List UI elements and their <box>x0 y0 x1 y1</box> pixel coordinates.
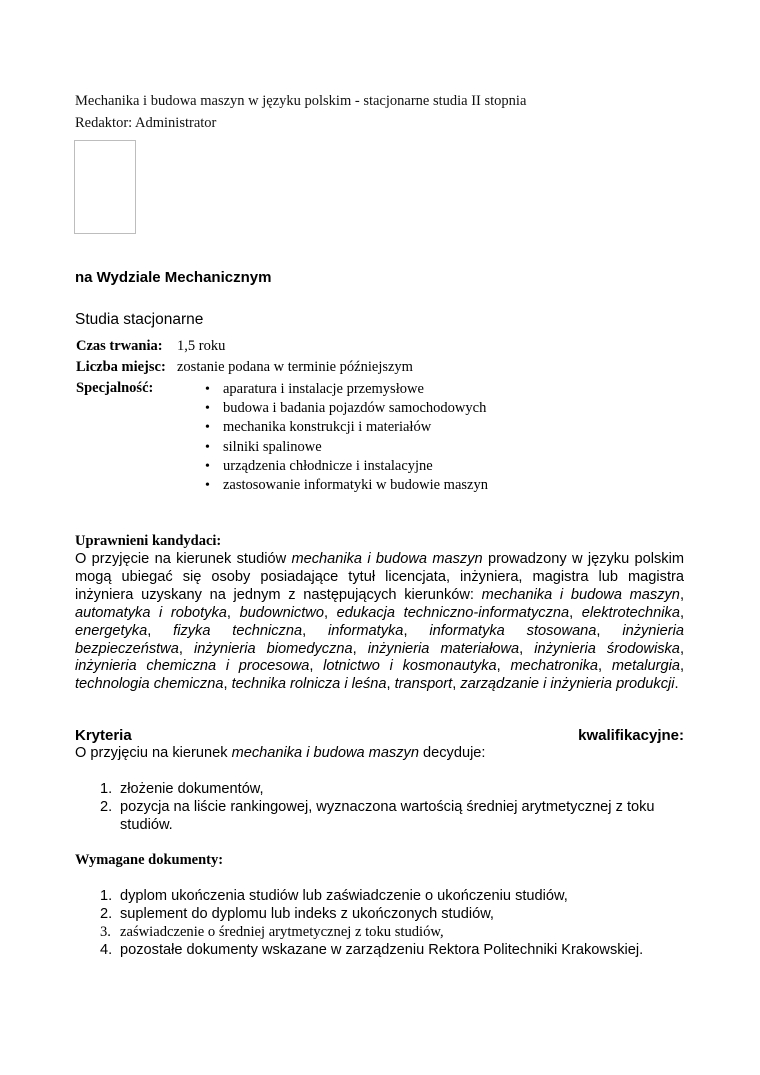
criteria-intro-rest: decyduje: <box>418 745 486 761</box>
places-label: Liczba miejsc: <box>76 359 166 375</box>
eligible-field: energetyka <box>75 622 148 639</box>
document-title: Mechanika i budowa maszyn w języku polskim - stacjonarne studia II stopnia <box>75 93 527 109</box>
field-separator: , <box>352 640 368 657</box>
eligible-field: technologia chemiczna <box>75 676 224 693</box>
eligible-field: inżynieria bezpieczeństwa <box>75 622 684 657</box>
faculty-heading: na Wydziale Mechanicznym <box>75 269 272 286</box>
eligible-paragraph <box>75 551 684 694</box>
eligible-field: elektrotechnika <box>581 604 680 621</box>
field-separator: , <box>302 622 328 639</box>
criteria-item <box>100 780 685 798</box>
field-separator: , <box>323 604 337 621</box>
eligible-intro: O przyjęcie na kierunek studiów <box>75 551 292 567</box>
specialty-item: • urządzenia chłodnicze i instalacyjne <box>205 457 488 476</box>
study-mode-heading: Studia stacjonarne <box>75 311 204 328</box>
eligible-field: transport <box>394 676 453 693</box>
field-separator: , <box>519 640 535 657</box>
criteria-intro <box>75 745 684 763</box>
item-number: 1. <box>100 781 113 797</box>
item-number: 3. <box>100 924 111 940</box>
item-number: 2. <box>100 799 113 815</box>
item-text: dyplom ukończenia studiów lub zaświadczenie o ukończeniu studiów, <box>120 888 568 904</box>
eligible-heading: Uprawnieni kandydaci: <box>75 533 222 549</box>
criteria-intro-field: mechanika i budowa maszyn <box>231 745 419 761</box>
editor-line <box>75 115 216 132</box>
item-text: suplement do dyplomu lub indeks z ukończonych studiów, <box>120 906 494 922</box>
eligible-field: technika rolnicza i leśna <box>231 676 387 693</box>
eligible-field: lotnictwo i kosmonautyka <box>323 658 497 675</box>
field-separator: . <box>674 676 679 693</box>
field-separator: , <box>596 622 623 639</box>
field-separator: , <box>569 604 582 621</box>
document-item <box>100 941 685 959</box>
field-separator: , <box>598 658 612 675</box>
eligible-field: inżynieria chemiczna i procesowa <box>75 658 310 675</box>
eligible-field: inżynieria biomedyczna <box>193 640 353 657</box>
item-text: pozostałe dokumenty wskazane w zarządzeniu Rektora Politechniki Krakowskiej. <box>120 942 644 958</box>
item-text: pozycja na liście rankingowej, wyznaczona wartością średniej arytmetycznej z toku studiów. <box>120 799 655 833</box>
specialty-item: • budowa i badania pojazdów samochodowych <box>205 399 488 418</box>
criteria-intro-text: O przyjęciu na kierunek <box>75 745 232 761</box>
criteria-heading-left: Kryteria <box>75 727 132 744</box>
documents-list <box>100 887 685 959</box>
duration-value: 1,5 roku <box>177 338 226 354</box>
eligible-field: mechanika i budowa maszyn <box>481 586 680 603</box>
document-item <box>100 923 685 941</box>
document-item <box>100 887 685 905</box>
specialty-item: • mechanika konstrukcji i materiałów <box>205 418 488 437</box>
editor-label: Redaktor: <box>75 115 133 131</box>
criteria-heading-right: kwalifikacyjne: <box>578 727 684 744</box>
editor-name: Administrator <box>135 115 217 131</box>
field-separator: , <box>679 586 684 603</box>
specialty-item: • silniki spalinowe <box>205 438 488 457</box>
eligible-field: informatyka stosowana <box>429 622 597 639</box>
eligible-field: edukacja techniczno-informatyczna <box>336 604 570 621</box>
places-value: zostanie podana w terminie późniejszym <box>177 359 413 375</box>
document-item <box>100 905 685 923</box>
item-number: 4. <box>100 942 113 958</box>
field-separator: , <box>386 676 395 693</box>
eligible-field: zarządzanie i inżynieria produkcji <box>460 676 675 693</box>
eligible-field: fizyka techniczna <box>173 622 303 639</box>
eligible-field: metalurgia <box>611 658 680 675</box>
field-separator: , <box>452 676 461 693</box>
eligible-field: informatyka <box>328 622 404 639</box>
field-separator: , <box>496 658 511 675</box>
item-number: 1. <box>100 888 113 904</box>
eligible-field: automatyka i robotyka <box>75 604 227 621</box>
eligible-field: budownictwo <box>239 604 324 621</box>
item-number: 2. <box>100 906 113 922</box>
criteria-list <box>100 780 685 834</box>
duration-label: Czas trwania: <box>76 338 163 354</box>
field-separator: , <box>679 604 685 621</box>
field-separator: , <box>226 604 240 621</box>
field-separator: , <box>309 658 324 675</box>
eligible-intro-field: mechanika i budowa maszyn <box>291 551 483 567</box>
specialties-label: Specjalność: <box>76 380 154 396</box>
field-separator: , <box>147 622 174 639</box>
field-separator: , <box>679 658 685 675</box>
item-text: złożenie dokumentów, <box>120 781 264 797</box>
item-text: zaświadczenie o średniej arytmetycznej z toku studiów, <box>120 924 444 940</box>
field-separator: , <box>403 622 430 639</box>
documents-heading: Wymagane dokumenty: <box>75 852 224 868</box>
eligible-intro-rest: prowadzony w języku polskim mogą ubiegać się osoby posiadające tytuł licencjata, inżyniera, magistra lub magistra inżyniera uzyskany na jednym z następujących kierunków: <box>75 551 684 603</box>
field-separator: , <box>178 640 194 657</box>
field-separator: , <box>223 676 232 693</box>
eligible-field: mechatronika <box>510 658 599 675</box>
specialty-item: • aparatura i instalacje przemysłowe <box>205 380 488 399</box>
specialties-list <box>205 380 488 495</box>
criteria-item <box>100 798 685 834</box>
specialty-item: • zastosowanie informatyki w budowie maszyn <box>205 476 488 495</box>
criteria-heading <box>75 727 684 744</box>
field-separator: , <box>679 640 684 657</box>
image-placeholder <box>74 140 136 234</box>
eligible-field: inżynieria środowiska <box>534 640 680 657</box>
eligible-field: inżynieria materiałowa <box>367 640 520 657</box>
